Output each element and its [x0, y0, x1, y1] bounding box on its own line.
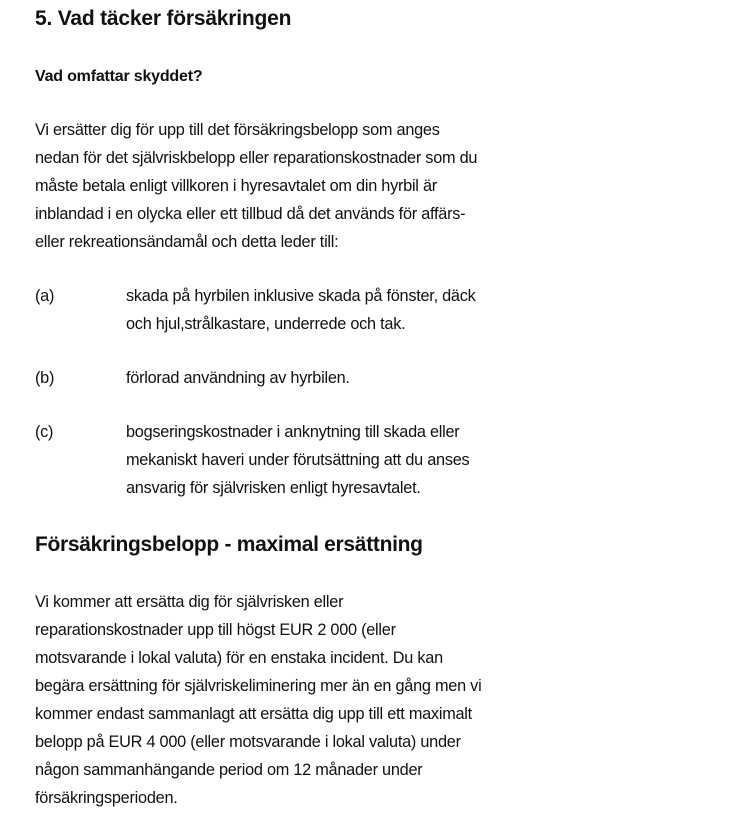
paragraph-line: motsvarande i lokal valuta) för en enstaka incident. Du kan [35, 649, 443, 667]
list-item-text [126, 418, 469, 502]
paragraph-line: Vi ersätter dig för upp till det försäkringsbelopp som anges [35, 121, 440, 139]
list-item-line: förlorad användning av hyrbilen. [126, 369, 350, 387]
section-title: 5. Vad täcker försäkringen [35, 7, 292, 30]
paragraph-line: kommer endast sammanlagt att ersätta dig upp till ett maximalt [35, 705, 472, 723]
paragraph-line: reparationskostnader upp till högst EUR 2 000 (eller [35, 621, 396, 639]
list-marker: (a) [35, 287, 55, 305]
list-marker: (b) [35, 369, 55, 387]
paragraph-line: någon sammanhängande period om 12 månader under [35, 761, 423, 779]
paragraph-line: Vi kommer att ersätta dig för självrisken eller [35, 593, 344, 611]
list-item-line: ansvarig för självrisken enligt hyresavtalet. [126, 479, 421, 497]
list-marker: (c) [35, 423, 54, 441]
list-item-line: mekaniskt haveri under förutsättning att du anses [126, 451, 470, 469]
paragraph-line: inblandad i en olycka eller ett tillbud då det används för affärs- [35, 205, 466, 223]
paragraph-line: belopp på EUR 4 000 (eller motsvarande i lokal valuta) under [35, 733, 461, 751]
list-item-line: och hjul,strålkastare, underrede och tak. [126, 315, 406, 333]
section-subtitle: Vad omfattar skyddet? [35, 68, 203, 85]
list-item-line: skada på hyrbilen inklusive skada på fönster, däck [126, 287, 476, 305]
paragraph-line: begära ersättning för självriskeliminering mer än en gång men vi [35, 677, 482, 695]
paragraph-line: nedan för det självriskbelopp eller reparationskostnader som du [35, 149, 478, 167]
paragraph-line: försäkringsperioden. [35, 789, 178, 807]
paragraph-line: måste betala enligt villkoren i hyresavtalet om din hyrbil är [35, 177, 437, 195]
list-item-text [126, 282, 476, 338]
paragraph-line: eller rekreationsändamål och detta leder till: [35, 233, 339, 251]
intro-paragraph [35, 116, 477, 256]
list-item-line: bogseringskostnader i anknytning till skada eller [126, 423, 460, 441]
list-item-text [126, 364, 350, 392]
limits-title: Försäkringsbelopp - maximal ersättning [35, 533, 423, 556]
limits-paragraph [35, 588, 481, 812]
